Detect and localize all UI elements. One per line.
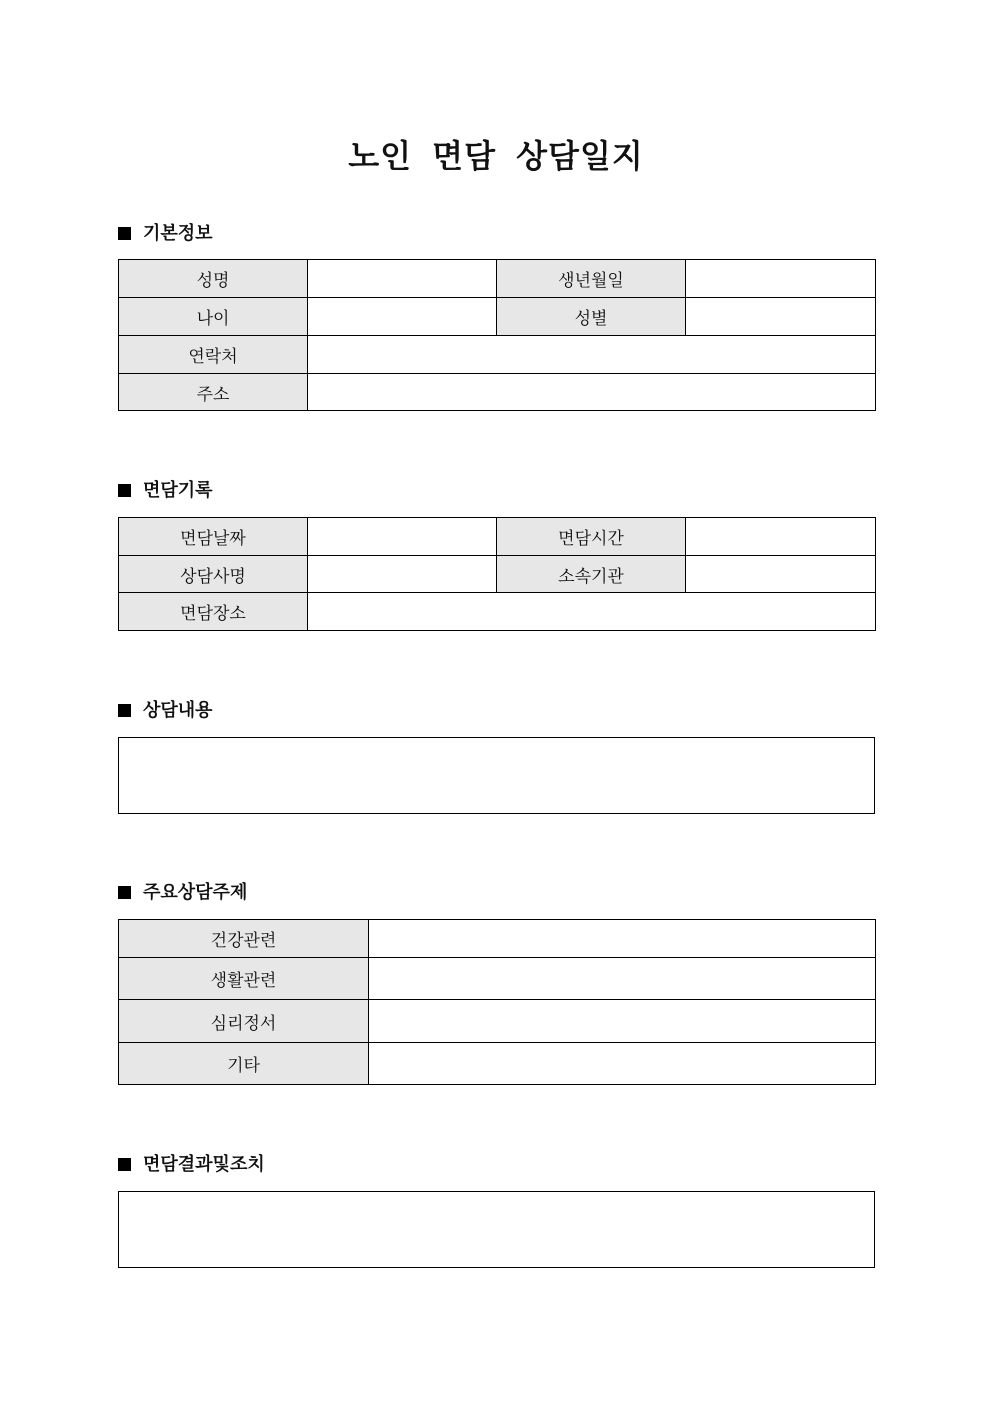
birthdate-label: 생년월일: [497, 260, 686, 298]
age-label: 나이: [119, 298, 308, 336]
interview-place-label: 면담장소: [119, 593, 308, 631]
section-heading-main-topics: [118, 880, 247, 906]
contact-field[interactable]: [308, 336, 876, 374]
section-heading-interview-record: [118, 478, 213, 504]
topic-other-field[interactable]: [369, 1043, 876, 1085]
section-title: 면담결과및조치: [143, 1154, 265, 1175]
organization-field[interactable]: [686, 556, 876, 593]
square-bullet-icon: [118, 704, 131, 717]
section-title: 주요상담주제: [143, 882, 248, 903]
topic-life-field[interactable]: [369, 958, 876, 1000]
interview-place-field[interactable]: [308, 593, 876, 631]
counselor-label: 상담사명: [119, 556, 308, 593]
interview-time-field[interactable]: [686, 518, 876, 556]
contact-label: 연락처: [119, 336, 308, 374]
age-field[interactable]: [308, 298, 497, 336]
interview-date-label: 면담날짜: [119, 518, 308, 556]
square-bullet-icon: [118, 886, 131, 899]
main-topics-table: [118, 919, 876, 1085]
interview-time-label: 면담시간: [497, 518, 686, 556]
section-heading-counseling-content: [118, 698, 213, 724]
topic-emotion-field[interactable]: [369, 1000, 876, 1043]
counselor-field[interactable]: [308, 556, 497, 593]
basic-info-table: [118, 259, 876, 411]
organization-label: 소속기관: [497, 556, 686, 593]
square-bullet-icon: [118, 1158, 131, 1171]
topic-life-label: 생활관련: [119, 958, 369, 1000]
square-bullet-icon: [118, 484, 131, 497]
name-field[interactable]: [308, 260, 497, 298]
gender-label: 성별: [497, 298, 686, 336]
interview-record-table: [118, 517, 876, 631]
results-box[interactable]: [118, 1191, 875, 1268]
birthdate-field[interactable]: [686, 260, 876, 298]
interview-date-field[interactable]: [308, 518, 497, 556]
counseling-content-box[interactable]: [118, 737, 875, 814]
topic-emotion-label: 심리정서: [119, 1000, 369, 1043]
name-label: 성명: [119, 260, 308, 298]
topic-health-field[interactable]: [369, 920, 876, 958]
address-label: 주소: [119, 374, 308, 411]
topic-other-label: 기타: [119, 1043, 369, 1085]
section-title: 상담내용: [143, 700, 213, 721]
gender-field[interactable]: [686, 298, 876, 336]
square-bullet-icon: [118, 227, 131, 240]
address-field[interactable]: [308, 374, 876, 411]
section-title: 기본정보: [143, 223, 213, 244]
section-title: 면담기록: [143, 480, 213, 501]
topic-health-label: 건강관련: [119, 920, 369, 958]
section-heading-results: [118, 1152, 265, 1178]
section-heading-basic-info: [118, 221, 213, 247]
page-title: 노인 면담 상담일지: [348, 137, 644, 175]
